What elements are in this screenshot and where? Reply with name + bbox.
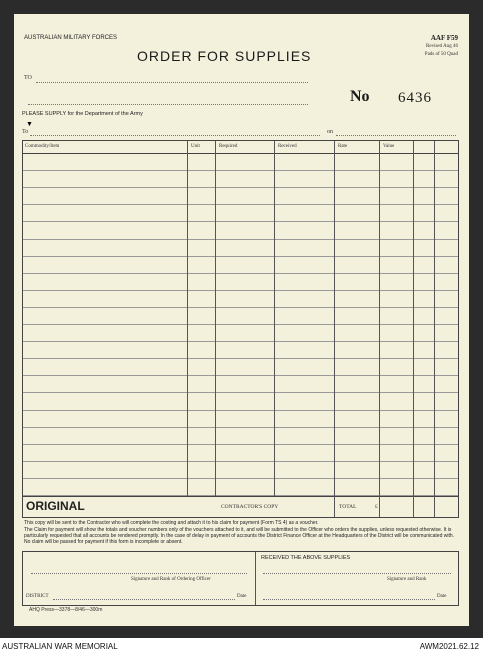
table-row-rule (23, 358, 458, 359)
caption-accession: AWM2021.62.12 (419, 642, 479, 651)
table-row-rule (23, 410, 458, 411)
instruction-line-1: This copy will be sent to the Contractor who will complete the costing and attach it to his claim for payment (Form TS 4) as a voucher. (24, 520, 319, 526)
to-label: TO (24, 75, 32, 81)
total-label: TOTAL (339, 504, 357, 510)
to-label-2: To (22, 129, 29, 135)
received-label: RECEIVED THE ABOVE SUPPLIES (261, 555, 351, 561)
district-label: DISTRICT (26, 594, 49, 599)
on-line (336, 135, 456, 136)
agency-label: AUSTRALIAN MILITARY FORCES (24, 35, 118, 41)
printer-imprint: AHQ Press—3378—8/46—300m (29, 607, 103, 613)
district-line (53, 599, 235, 600)
table-row-rule (23, 256, 458, 257)
form-title: ORDER FOR SUPPLIES (137, 48, 312, 64)
receiver-signature-line (263, 573, 451, 574)
column-rule (434, 141, 435, 517)
table-row-rule (23, 239, 458, 240)
table-row-rule (23, 324, 458, 325)
please-supply: PLEASE SUPPLY for the Department of the Army (22, 111, 143, 117)
copy-label: ORIGINAL (26, 499, 85, 513)
date-label: Date (237, 594, 247, 599)
currency-sign: £ (375, 504, 378, 510)
instruction-line-2: The Claim for payment will show the totals and voucher numbers only of the vouchers attached to it, and will be submitted to the Officer who orders the supplies, unless requested otherwise. It is particularly requested that all accounts be rendered promptly. In the case of delay in payment of accounts the District Finance Officer at the Headquarters of the District will be communicated with. No claim will be passed for payment if this form is incomplete or absent. (24, 527, 455, 545)
order-number: 6436 (398, 90, 432, 106)
table-row-rule (23, 204, 458, 205)
header-commodity: Commodity/Item (25, 144, 60, 149)
number-label: No (350, 88, 370, 105)
column-rule (215, 141, 216, 496)
column-rule (334, 141, 335, 517)
table-row-rule (23, 221, 458, 222)
table-row-rule (23, 307, 458, 308)
to-line-2 (28, 104, 308, 105)
to-line-1 (36, 82, 308, 83)
archive-caption (0, 640, 483, 653)
table-row-rule (23, 290, 458, 291)
pad-info: Pads of 50 Quad (424, 52, 458, 57)
column-rule (187, 141, 188, 496)
table-row-rule (23, 427, 458, 428)
signature-block (22, 551, 459, 606)
supplies-table (22, 140, 459, 518)
table-row-rule (23, 375, 458, 376)
form-code: AAF F59 (430, 34, 458, 42)
header-unit: Unit (191, 144, 200, 149)
to-line-3 (30, 135, 320, 136)
column-rule (274, 141, 275, 496)
table-row-rule (23, 392, 458, 393)
column-rule (379, 141, 380, 517)
on-label: on (327, 129, 333, 135)
table-row-rule (23, 170, 458, 171)
header-rate: Rate (338, 144, 348, 149)
column-rule (413, 141, 414, 517)
table-row-rule (23, 444, 458, 445)
caption-source: AUSTRALIAN WAR MEMORIAL (2, 642, 118, 651)
table-row-rule (23, 187, 458, 188)
header-received: Received (278, 144, 297, 149)
signature-divider (255, 552, 256, 605)
contractors-copy: CONTRACTOR'S COPY (221, 504, 279, 510)
table-row-rule (23, 461, 458, 462)
revised-date: Revised Aug 46 (426, 44, 458, 49)
receiver-date-line (263, 599, 435, 600)
marker-arrow: ▼ (26, 120, 33, 128)
header-value: Value (383, 144, 395, 149)
date-label-2: Date (437, 594, 447, 599)
table-row-rule (23, 478, 458, 479)
officer-signature-label: Signature and Rank of Ordering Officer (131, 577, 211, 582)
total-rule (23, 496, 458, 497)
instructions (24, 520, 457, 545)
table-row-rule (23, 273, 458, 274)
header-rule (23, 153, 458, 154)
header-required: Required (219, 144, 238, 149)
receiver-signature-label: Signature and Rank (387, 577, 427, 582)
table-row-rule (23, 341, 458, 342)
officer-signature-line (31, 573, 247, 574)
